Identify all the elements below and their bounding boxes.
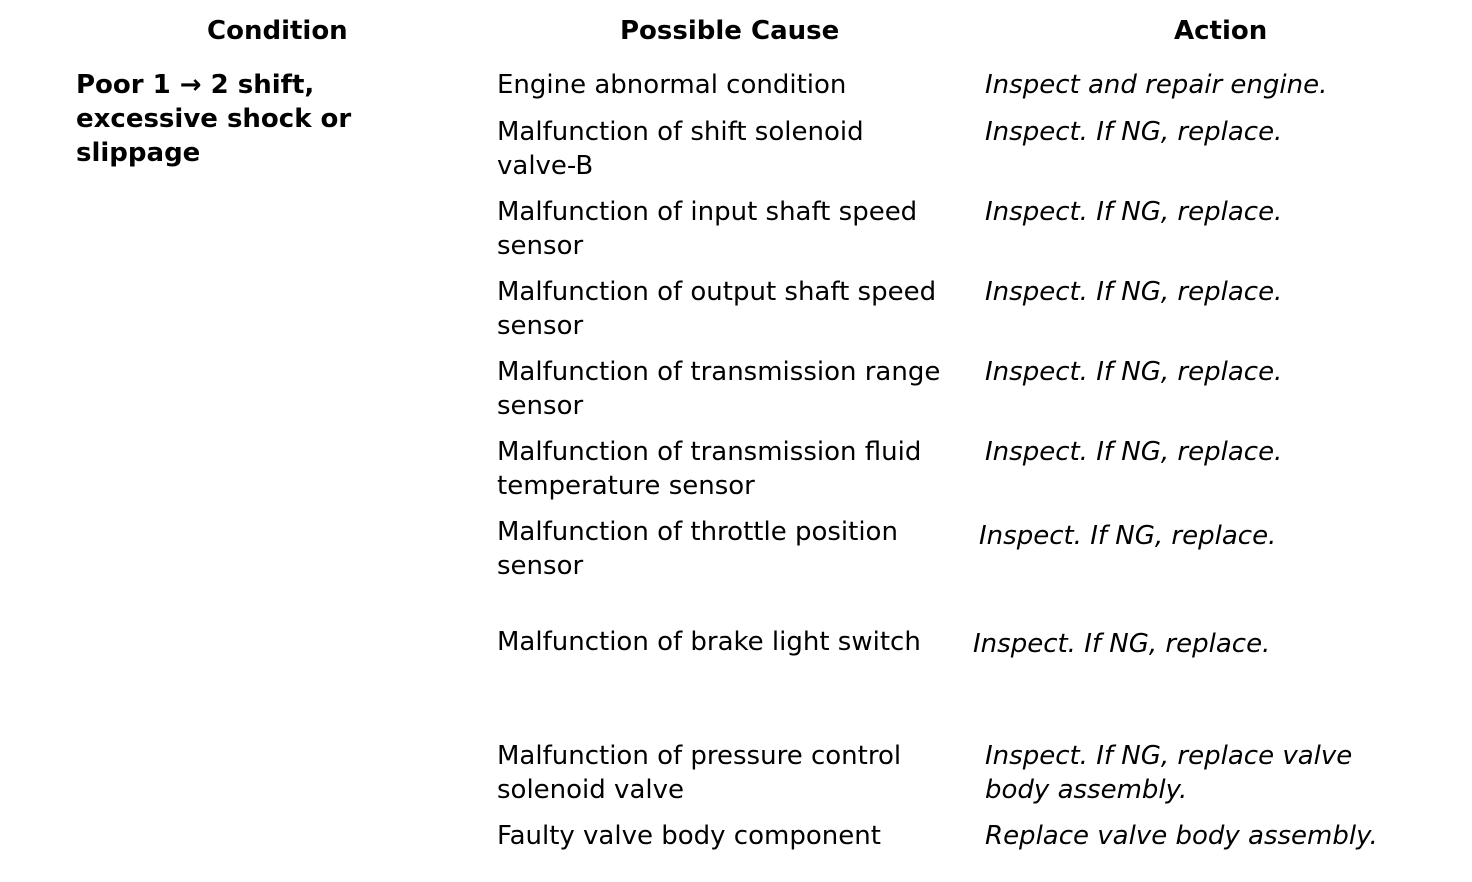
action-line: Inspect. If NG, replace. — [985, 277, 1283, 307]
action-line: body assembly. — [985, 775, 1188, 805]
action-line: Inspect. If NG, replace valve — [985, 741, 1353, 771]
cause-cell — [497, 515, 977, 583]
cause-line: Malfunction of transmission range — [497, 357, 941, 387]
cause-line: Malfunction of transmission fluid — [497, 437, 922, 467]
cause-cell — [497, 275, 977, 343]
cause-cell — [497, 819, 977, 853]
action-cell — [973, 627, 1270, 661]
action-line: Inspect. If NG, replace. — [979, 521, 1277, 551]
action-line: Replace valve body assembly. — [985, 821, 1378, 851]
condition-cell — [76, 68, 406, 170]
action-line: Inspect. If NG, replace. — [985, 357, 1283, 387]
action-cell — [985, 739, 1352, 807]
cause-cell — [497, 739, 977, 807]
condition-line: slippage — [76, 138, 201, 168]
cause-line: Engine abnormal condition — [497, 70, 847, 100]
condition-line: excessive shock or — [76, 104, 352, 134]
cause-line: Malfunction of input shaft speed — [497, 197, 918, 227]
action-cell — [985, 819, 1378, 853]
cause-cell — [497, 435, 977, 503]
cause-line: Malfunction of pressure control — [497, 741, 902, 771]
cause-cell — [497, 68, 977, 102]
cause-line: sensor — [497, 311, 584, 341]
action-cell — [985, 355, 1282, 389]
cause-cell — [497, 355, 977, 423]
cause-line: sensor — [497, 551, 584, 581]
cause-line: sensor — [497, 231, 584, 261]
action-cell — [985, 275, 1282, 309]
action-line: Inspect. If NG, replace. — [985, 117, 1283, 147]
cause-line: solenoid valve — [497, 775, 684, 805]
condition-column-header: Condition — [207, 16, 348, 46]
condition-line: Poor 1 → 2 shift, — [76, 70, 315, 100]
action-cell — [979, 519, 1276, 553]
possible-cause-column-header: Possible Cause — [620, 16, 840, 46]
cause-cell — [497, 625, 977, 659]
cause-line: Malfunction of brake light switch — [497, 627, 921, 657]
action-line: Inspect. If NG, replace. — [985, 197, 1283, 227]
action-line: Inspect and repair engine. — [985, 70, 1328, 100]
cause-line: sensor — [497, 391, 584, 421]
cause-line: Malfunction of throttle position — [497, 517, 898, 547]
action-line: Inspect. If NG, replace. — [973, 629, 1271, 659]
cause-line: Malfunction of output shaft speed — [497, 277, 937, 307]
action-cell — [985, 115, 1282, 149]
cause-cell — [497, 115, 977, 183]
action-cell — [985, 68, 1327, 102]
cause-line: Malfunction of shift solenoid — [497, 117, 864, 147]
cause-line: Faulty valve body component — [497, 821, 881, 851]
action-line: Inspect. If NG, replace. — [985, 437, 1283, 467]
action-cell — [985, 435, 1282, 469]
cause-cell — [497, 195, 977, 263]
action-cell — [985, 195, 1282, 229]
cause-line: valve-B — [497, 151, 594, 181]
cause-line: temperature sensor — [497, 471, 755, 501]
action-column-header: Action — [1174, 16, 1268, 46]
